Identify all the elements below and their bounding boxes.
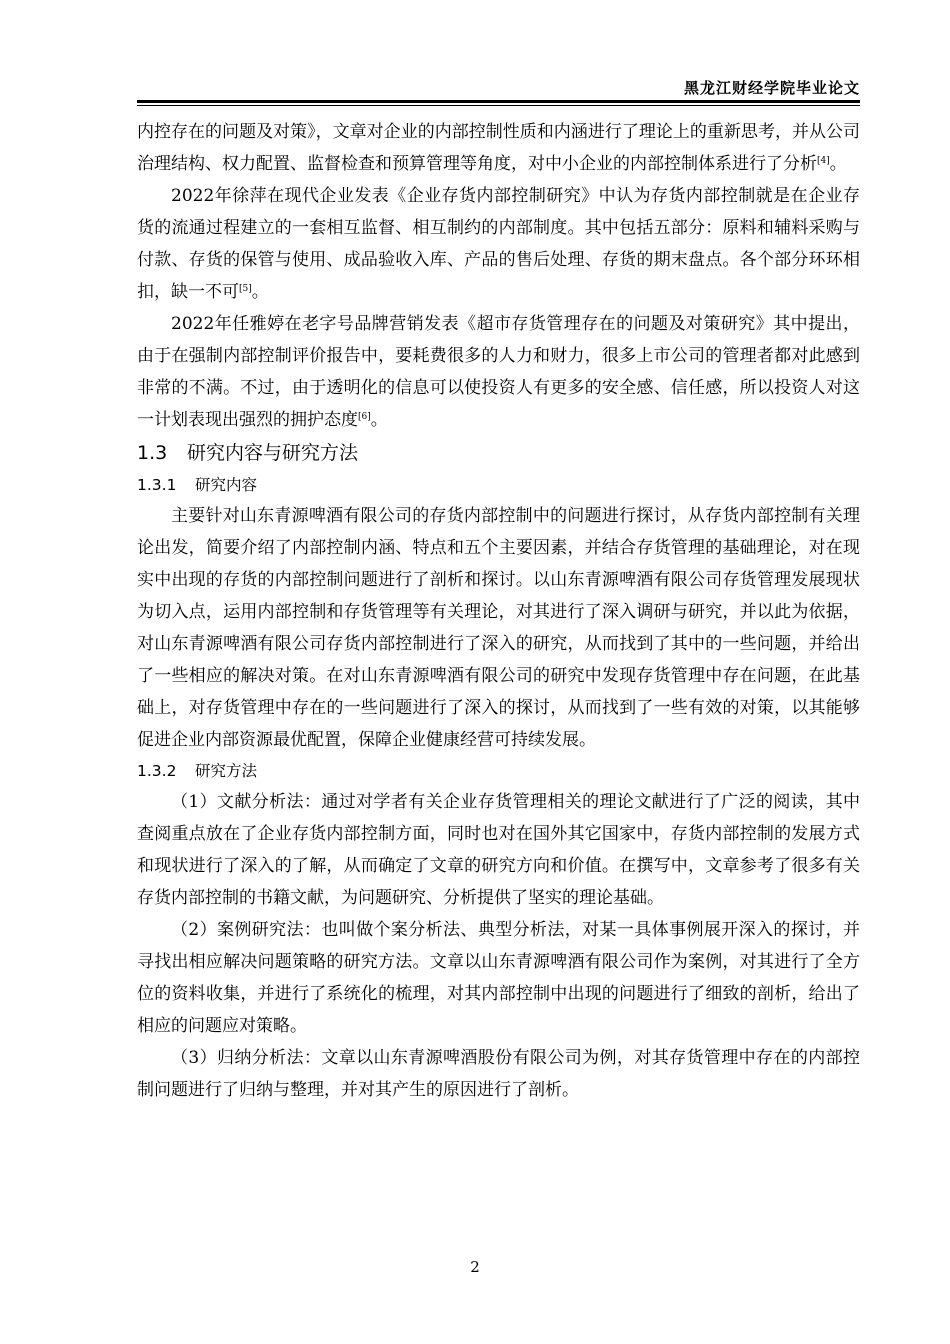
citation-ref: [4] — [817, 156, 830, 166]
paragraph-ren-yating: 2022年任雅婷在老字号品牌营销发表《超市存货管理存在的问题及对策研究》其中提出，由于在强制内部控制评价报告中，要耗费很多的人力和财力，很多上市公司的管理者都对此感到非常的不满。不过，由于透明化的信息可以使投资人有更多的安全感、信任感，所以投资人对这一计划表现出强烈的拥护态度[6]。 — [137, 314, 860, 430]
paragraph-xu-ping: 2022年徐萍在现代企业发表《企业存货内部控制研究》中认为存货内部控制就是在企业存货的流通过程建立的一套相互监督、相互制约的内部制度。其中包括五部分：原料和辅料采购与付款、存货的保管与使用、成品验收入库、产品的售后处理、存货的期末盘点。各个部分环环相扣，缺一不可[5]。 — [137, 186, 860, 302]
page-number: 2 — [470, 1258, 480, 1276]
paragraph-method-literature: （1）文献分析法：通过对学者有关企业存货管理相关的理论文献进行了广泛的阅读，其中查阅重点放在了企业存货内部控制方面，同时也对在国外其它国家中，存货内部控制的发展方式和现状进行了深入的了解，从而确定了文章的研究方向和价值。在撰写中，文章参考了很多有关存货内部控制的书籍文献，为问题研究、分析提供了坚实的理论基础。 — [137, 792, 860, 908]
citation-ref: [6] — [358, 412, 371, 422]
paragraph-research-content: 主要针对山东青源啤酒有限公司的存货内部控制中的问题进行探讨，从存货内部控制有关理论出发，简要介绍了内部控制内涵、特点和五个主要因素，并结合存货管理的基础理论，对在现实中出现的存货的内部控制问题进行了剖析和探讨。以山东青源啤酒有限公司存货管理发展现状为切入点，运用内部控制和存货管理等有关理论，对其进行了深入调研与研究，并以此为依据，对山东青源啤酒有限公司存货内部控制进行了深入的研究，从而找到了其中的一些问题，并给出了一些相应的解决对策。在对山东青源啤酒有限公司的研究中发现存货管理中存在问题，在此基础上，对存货管理中存在的一些问题进行了深入的探讨，从而找到了一些有效的对策，以其能够促进企业内部资源最优配置，保障企业健康经营可持续发展。 — [137, 506, 860, 750]
header-rule-thin — [137, 105, 860, 106]
section-heading-1-3-1: 1.3.1 研究内容 — [137, 476, 258, 494]
section-heading-1-3: 1.3 研究内容与研究方法 — [137, 442, 359, 464]
paragraph-continued: 内控存在的问题及对策》，文章对企业的内部控制性质和内涵进行了理论上的重新思考，并从公司治理结构、权力配置、监督检查和预算管理等角度，对中小企业的内部控制体系进行了分析[4]。 — [137, 122, 860, 174]
section-heading-1-3-2: 1.3.2 研究方法 — [137, 762, 258, 780]
citation-ref: [5] — [239, 284, 252, 294]
running-header: 黑龙江财经学院毕业论文 — [683, 79, 860, 97]
paragraph-method-case-study: （2）案例研究法：也叫做个案分析法、典型分析法，对某一具体事例展开深入的探讨，并寻找出相应解决问题策略的研究方法。文章以山东青源啤酒有限公司作为案例，对其进行了全方位的资料收集，并进行了系统化的梳理，对其内部控制中出现的问题进行了细致的剖析，给出了相应的问题应对策略。 — [137, 920, 860, 1036]
paragraph-method-induction: （3）归纳分析法：文章以山东青源啤酒股份有限公司为例，对其存货管理中存在的内部控制问题进行了归纳与整理，并对其产生的原因进行了剖析。 — [137, 1048, 860, 1100]
header-rule-thick — [137, 100, 860, 103]
body-content — [137, 116, 860, 1106]
